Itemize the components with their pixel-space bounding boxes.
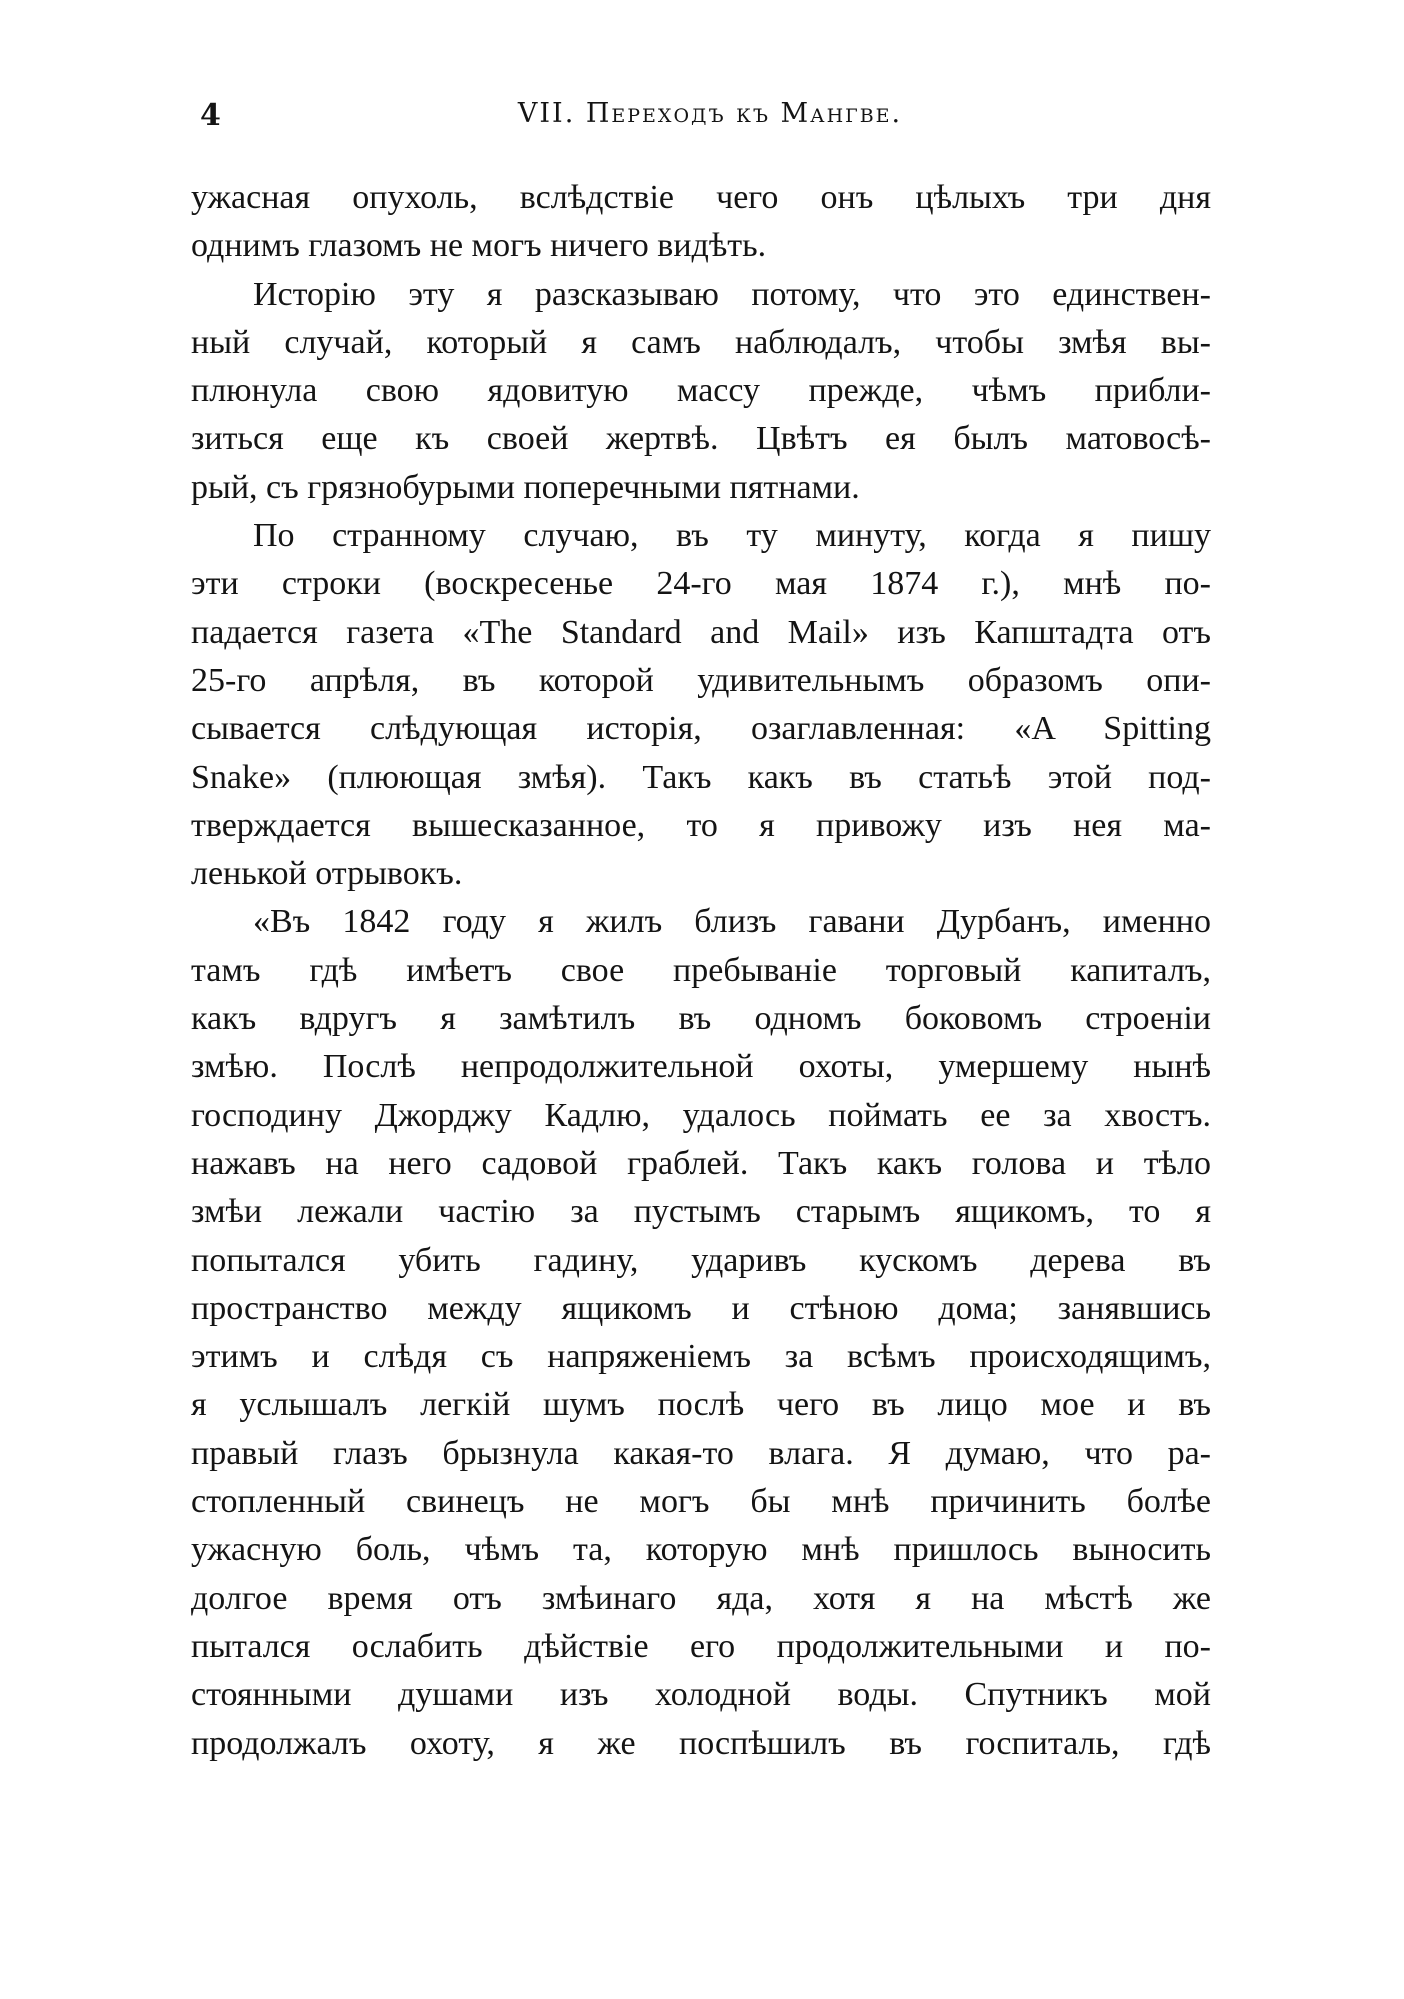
- text-line: тверждается вышесказанное, то я привожу изъ нея ма-: [191, 806, 1211, 844]
- text-line: господину Джорджу Кадлю, удалось поймать ее за хвостъ.: [191, 1096, 1211, 1134]
- text-line: стоянными душами изъ холодной воды. Спутникъ мой: [191, 1676, 1211, 1714]
- text-line: плюнула свою ядовитую массу прежде, чѣмъ прибли-: [191, 372, 1211, 410]
- text-line: эти строки (воскресенье 24-го мая 1874 г.), мнѣ по-: [191, 565, 1211, 603]
- text-line: продолжалъ охоту, я же поспѣшилъ въ госпиталь, гдѣ: [191, 1724, 1211, 1762]
- text-line: «Въ 1842 году я жилъ близъ гавани Дурбанъ, именно: [253, 903, 1211, 941]
- text-line: ужасную боль, чѣмъ та, которую мнѣ пришлось выносить: [191, 1531, 1211, 1569]
- text-line: змѣю. Послѣ непродолжительной охоты, умершему нынѣ: [191, 1048, 1211, 1086]
- running-title: VII. Переходъ къ Мангве.: [517, 98, 903, 129]
- text-line: Исторію эту я разсказываю потому, что это единствен-: [253, 275, 1211, 313]
- text-line: 25-го апрѣля, въ которой удивительнымъ образомъ опи-: [191, 661, 1211, 699]
- text-line: пытался ослабить дѣйствіе его продолжительными и по-: [191, 1627, 1211, 1665]
- text-line: однимъ глазомъ не могъ ничего видѣть.: [191, 227, 767, 265]
- text-line: пространство между ящикомъ и стѣною дома; занявшись: [191, 1289, 1211, 1327]
- text-line: ленькой отрывокъ.: [191, 855, 463, 893]
- text-line: стопленный свинецъ не могъ бы мнѣ причинить болѣе: [191, 1483, 1211, 1521]
- text-line: зиться еще къ своей жертвѣ. Цвѣтъ ея былъ матовосѣ-: [191, 420, 1211, 458]
- text-line: попытался убить гадину, ударивъ кускомъ дерева въ: [191, 1241, 1211, 1279]
- text-line: змѣи лежали частію за пустымъ старымъ ящикомъ, то я: [191, 1193, 1211, 1231]
- text-line: сывается слѣдующая исторія, озаглавленная: «A Spitting: [191, 710, 1211, 748]
- text-line: ный случай, который я самъ наблюдалъ, чтобы змѣя вы-: [191, 323, 1211, 361]
- text-line: я услышалъ легкій шумъ послѣ чего въ лицо мое и въ: [191, 1386, 1211, 1424]
- text-line: тамъ гдѣ имѣетъ свое пребываніе торговый капиталъ,: [191, 951, 1211, 989]
- running-head: [200, 98, 1220, 148]
- text-line: правый глазъ брызнула какая-то влага. Я думаю, что ра-: [191, 1434, 1211, 1472]
- text-line: этимъ и слѣдя съ напряженіемъ за всѣмъ происходящимъ,: [191, 1338, 1211, 1376]
- text-line: Snake» (плюющая змѣя). Такъ какъ въ статьѣ этой под-: [191, 758, 1211, 796]
- text-line: ужасная опухоль, вслѣдствіе чего онъ цѣлыхъ три дня: [191, 179, 1211, 216]
- text-line: нажавъ на него садовой граблей. Такъ какъ голова и тѣло: [191, 1144, 1211, 1182]
- body-text: [191, 174, 1211, 1768]
- page-number: 4: [200, 98, 221, 133]
- paragraph-3: [191, 512, 1211, 898]
- text-line: рый, съ грязнобурыми поперечными пятнами.: [191, 468, 860, 506]
- text-line: долгое время отъ змѣинаго яда, хотя я на мѣстѣ же: [191, 1579, 1211, 1617]
- text-line: какъ вдругъ я замѣтилъ въ одномъ боковомъ строеніи: [191, 1000, 1211, 1038]
- paragraph-4: [191, 898, 1211, 1767]
- text-line: падается газета «The Standard and Mail» изъ Капштадта отъ: [191, 613, 1211, 651]
- text-line: По странному случаю, въ ту минуту, когда я пишу: [253, 517, 1211, 555]
- paragraph-2: [191, 271, 1211, 512]
- paragraph-1: [191, 174, 1211, 271]
